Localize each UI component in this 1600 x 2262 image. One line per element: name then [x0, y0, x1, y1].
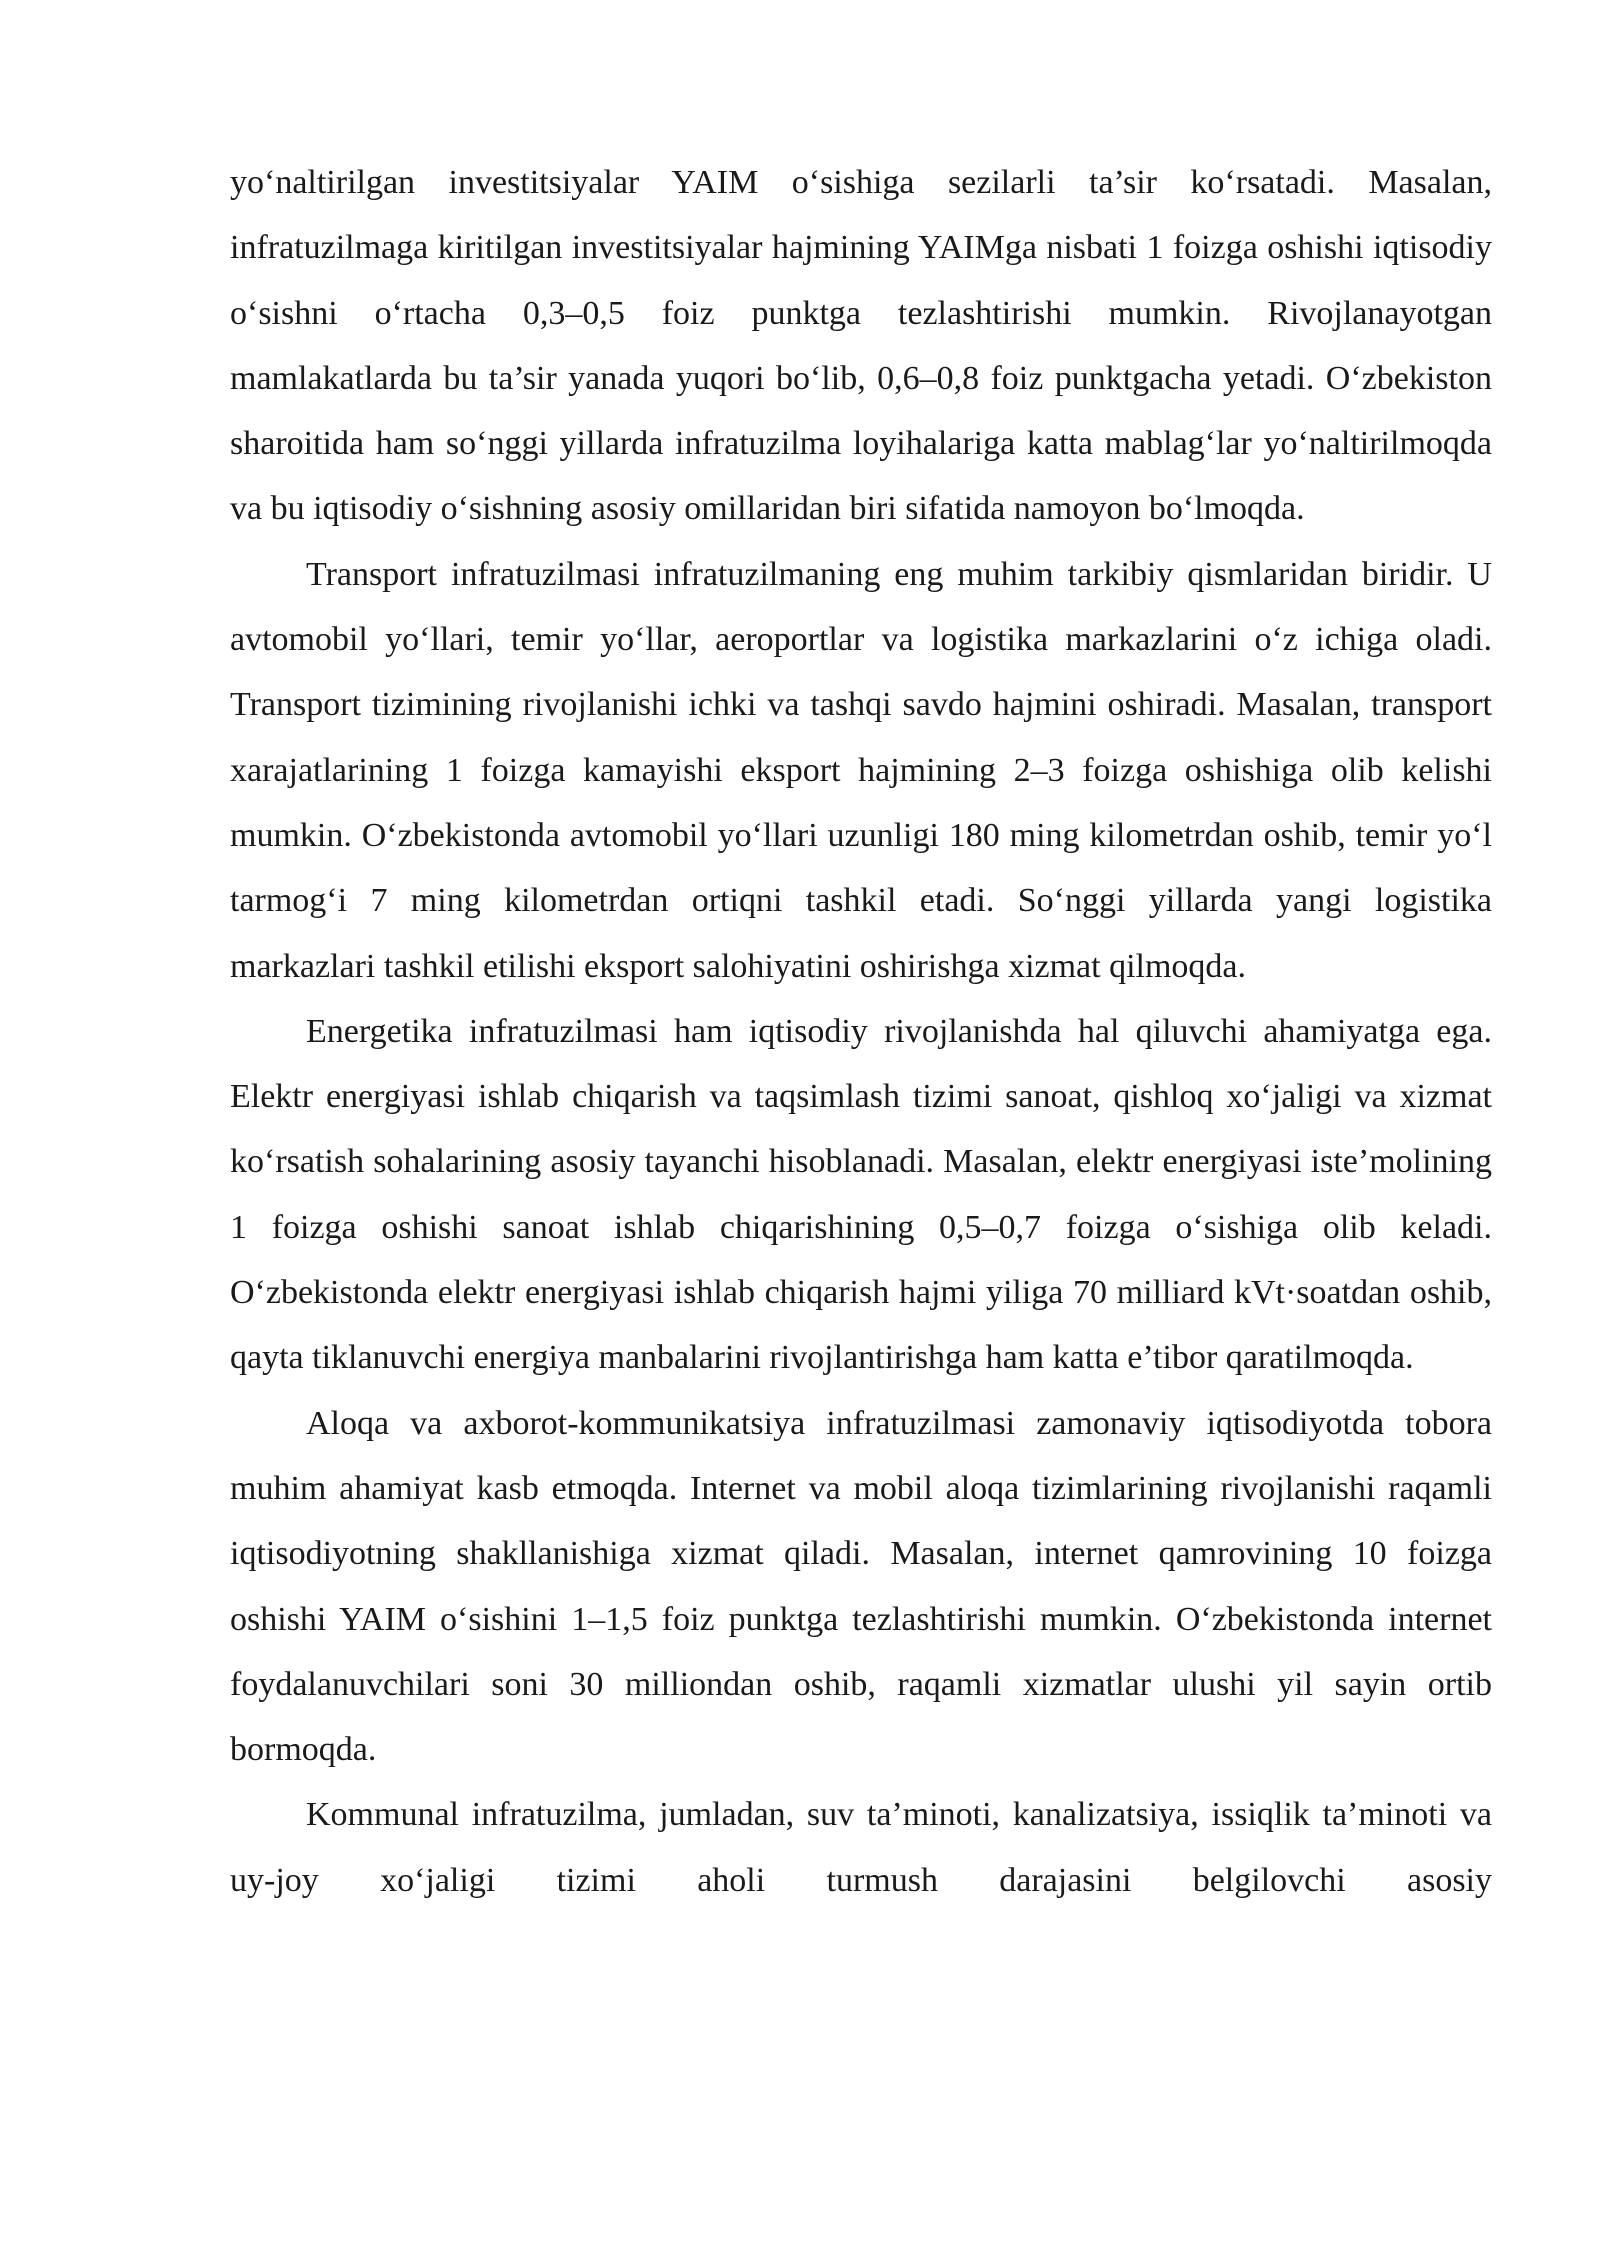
document-body: [230, 150, 1492, 1913]
paragraph-communal-infrastructure: Kommunal infratuzilma, jumladan, suv ta’minoti, kanalizatsiya, issiqlik ta’minoti va uy-joy xo‘jaligi tizimi aholi turmush darajasini belgilovchi asosiy: [230, 1796, 1492, 1899]
paragraph-communication-infrastructure: Aloqa va axborot-kommunikatsiya infratuzilmasi zamonaviy iqtisodiyotda tobora muhim ahamiyat kasb etmoqda. Internet va mobil aloqa tizimlarining rivojlanishi raqamli iqtisodiyotning shakllanishiga xizmat qiladi. Masalan, internet qamrovining 10 foizga oshishi YAIM o‘sishini 1–1,5 foiz punktga tezlashtirishi mumkin. O‘zbekistonda internet foydalanuvchilari soni 30 milliondan oshib, raqamli xizmatlar ulushi yil sayin ortib bormoqda.: [230, 1404, 1492, 1769]
paragraph-energy-infrastructure: Energetika infratuzilmasi ham iqtisodiy rivojlanishda hal qiluvchi ahamiyatga ega. Elektr energiyasi ishlab chiqarish va taqsimlash tizimi sanoat, qishloq xo‘jaligi va xizmat ko‘rsatish sohalarining asosiy tayanchi hisoblanadi. Masalan, elektr energiyasi iste’molining 1 foizga oshishi sanoat ishlab chiqarishining 0,5–0,7 foizga o‘sishiga olib keladi. O‘zbekistonda elektr energiyasi ishlab chiqarish hajmi yiliga 70 milliard kVt·soatdan oshib, qayta tiklanuvchi energiya manbalarini rivojlantirishga ham katta e’tibor qaratilmoqda.: [230, 1012, 1492, 1377]
paragraph-investments-continued: yo‘naltirilgan investitsiyalar YAIM o‘sishiga sezilarli ta’sir ko‘rsatadi. Masalan, infratuzilmaga kiritilgan investitsiyalar hajmining YAIMga nisbati 1 foizga oshishi iqtisodiy o‘sishni o‘rtacha 0,3–0,5 foiz punktga tezlashtirishi mumkin. Rivojlanayotgan mamlakatlarda bu ta’sir yanada yuqori bo‘lib, 0,6–0,8 foiz punktgacha yetadi. O‘zbekiston sharoitida ham so‘nggi yillarda infratuzilma loyihalariga katta mablag‘lar yo‘naltirilmoqda va bu iqtisodiy o‘sishning asosiy omillaridan biri sifatida namoyon bo‘lmoqda.: [230, 164, 1492, 528]
paragraph-transport-infrastructure: Transport infratuzilmasi infratuzilmaning eng muhim tarkibiy qismlaridan biridir. U avtomobil yo‘llari, temir yo‘llar, aeroportlar va logistika markazlarini o‘z ichiga oladi. Transport tizimining rivojlanishi ichki va tashqi savdo hajmini oshiradi. Masalan, transport xarajatlarining 1 foizga kamayishi eksport hajmining 2–3 foizga oshishiga olib kelishi mumkin. O‘zbekistonda avtomobil yo‘llari uzunligi 180 ming kilometrdan oshib, temir yo‘l tarmog‘i 7 ming kilometrdan ortiqni tashkil etadi. So‘nggi yillarda yangi logistika markazlari tashkil etilishi eksport salohiyatini oshirishga xizmat qilmoqda.: [230, 555, 1492, 985]
